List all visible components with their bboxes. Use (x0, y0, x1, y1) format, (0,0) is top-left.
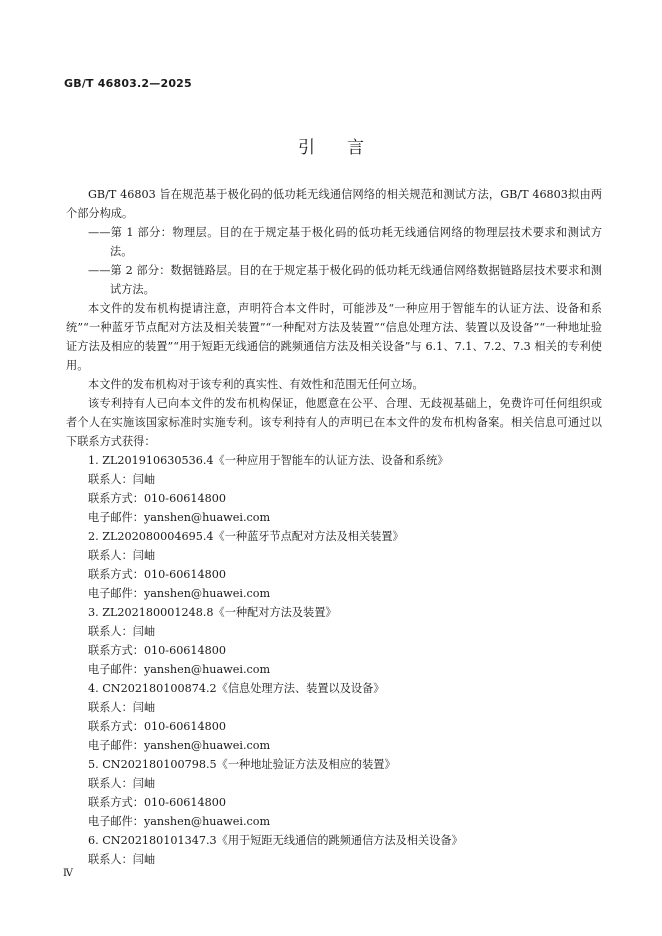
patent-4-email: 电子邮件：yanshen@huawei.com (88, 739, 271, 752)
patent-3-email: 电子邮件：yanshen@huawei.com (88, 663, 271, 676)
patent-2-email: 电子邮件：yanshen@huawei.com (88, 587, 271, 600)
patent-4-phone: 联系方式：010-60614800 (88, 720, 227, 733)
patent-6-contact: 联系人：闫岫 (88, 853, 156, 866)
patent-3-title: 3. ZL202180001248.8《一种配对方法及装置》 (88, 606, 337, 619)
no-position-paragraph: 本文件的发布机构对于该专利的真实性、有效性和范围无任何立场。 (88, 378, 424, 391)
patent-1-email: 电子邮件：yanshen@huawei.com (88, 511, 271, 524)
patent-1-contact: 联系人：闫岫 (88, 473, 156, 486)
patent-5-phone: 联系方式：010-60614800 (88, 796, 227, 809)
patent-5-contact: 联系人：闫岫 (88, 777, 156, 790)
patent-4-contact: 联系人：闫岫 (88, 701, 156, 714)
holder-guarantee-paragraph: 该专利持有人已向本文件的发布机构保证，他愿意在公平、合理、无歧视基础上，免费许可任何组织或者个人在实施该国家标准时实施专利。该专利持有人的声明已在本文件的发布机构备案。相关信息可通过以下联系方式获得： (66, 397, 602, 448)
standard-code: GB/T 46803.2—2025 (64, 77, 192, 90)
page-title: 引言 (298, 138, 396, 158)
part-2-item: ——第 2 部分：数据链路层。目的在于规定基于极化码的低功耗无线通信网络数据链路层技术要求和测试方法。 (88, 264, 602, 296)
intro-paragraph: GB/T 46803 旨在规范基于极化码的低功耗无线通信网络的相关规范和测试方法，GB/T 46803拟由两个部分构成。 (66, 188, 602, 220)
patent-2-title: 2. ZL202080004695.4《一种蓝牙节点配对方法及相关装置》 (88, 530, 404, 543)
patent-5-email: 电子邮件：yanshen@huawei.com (88, 815, 271, 828)
document-body (66, 185, 602, 869)
patent-5-title: 5. CN202180100798.5《一种地址验证方法及相应的装置》 (88, 758, 396, 771)
part-1-item: ——第 1 部分：物理层。目的在于规定基于极化码的低功耗无线通信网络的物理层技术要求和测试方法。 (88, 226, 602, 258)
patent-4-title: 4. CN202180100874.2《信息处理方法、装置以及设备》 (88, 682, 385, 695)
patent-list (66, 451, 602, 869)
patent-6-title: 6. CN202180101347.3《用于短距无线通信的跳频通信方法及相关设备》 (88, 834, 463, 847)
patent-3-contact: 联系人：闫岫 (88, 625, 156, 638)
patent-2-contact: 联系人：闫岫 (88, 549, 156, 562)
patent-2-phone: 联系方式：010-60614800 (88, 568, 227, 581)
page-number: Ⅳ (63, 868, 73, 879)
patent-notice-paragraph: 本文件的发布机构提请注意，声明符合本文件时，可能涉及“一种应用于智能车的认证方法、设备和系统”“一种蓝牙节点配对方法及相关装置”“一种配对方法及装置”“信息处理方法、装置以及设备”“一种地址验证方法及相应的装置”“用于短距无线通信的跳频通信方法及相关设备”与 6.1、7.1、7.2、7.3 相关的专利使用。 (66, 302, 602, 372)
patent-3-phone: 联系方式：010-60614800 (88, 644, 227, 657)
patent-1-phone: 联系方式：010-60614800 (88, 492, 227, 505)
patent-1-title: 1. ZL201910630536.4《一种应用于智能车的认证方法、设备和系统》 (88, 454, 449, 467)
